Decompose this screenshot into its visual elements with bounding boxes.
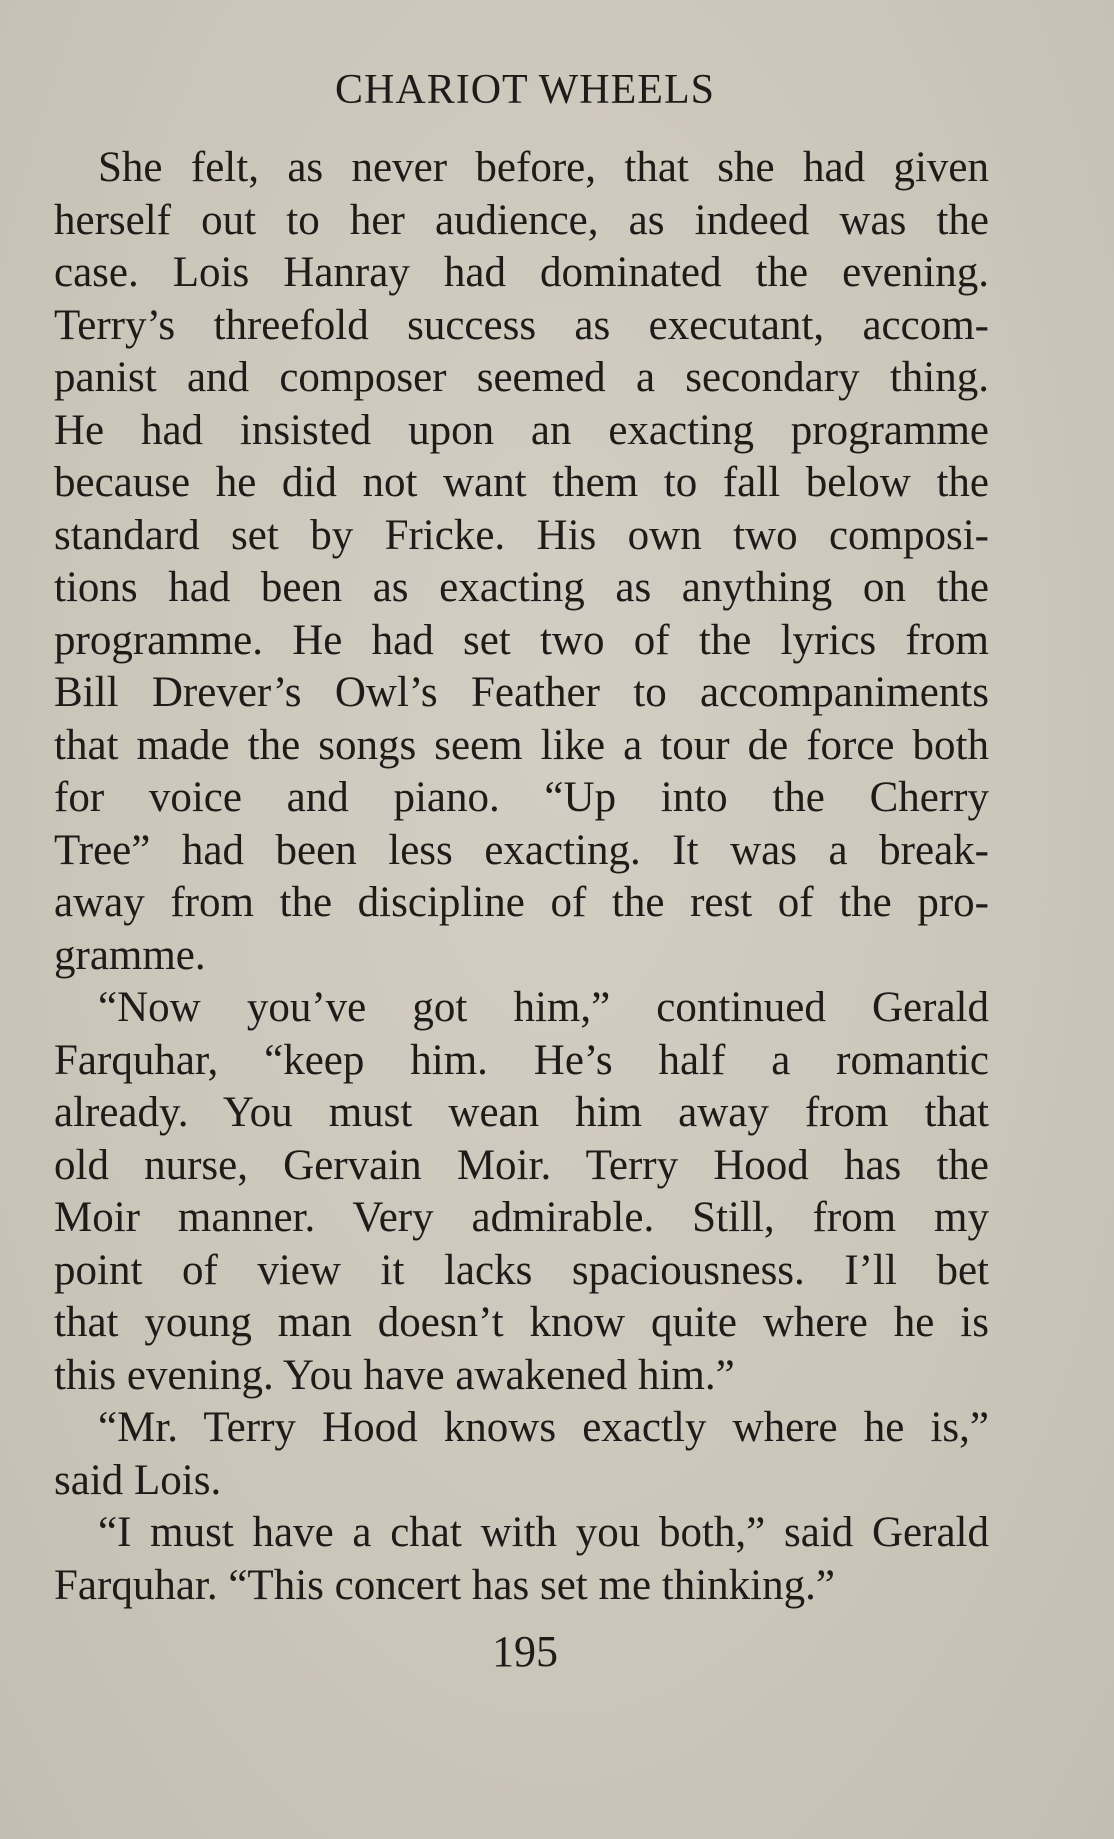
paragraph bbox=[54, 1507, 989, 1612]
text-line: herself out to her audience, as indeed was the bbox=[54, 196, 989, 244]
text-line: programme. He had set two of the lyrics from bbox=[54, 616, 989, 664]
text-line: that made the songs seem like a tour de force both bbox=[54, 721, 989, 769]
text-line: “Now you’ve got him,” continued Gerald bbox=[98, 984, 989, 1031]
text-line: Tree” had been less exacting. It was a break- bbox=[54, 826, 989, 874]
text-line: Farquhar. “This concert has set me thinking.” bbox=[54, 1561, 835, 1609]
text-line: She felt, as never before, that she had given bbox=[98, 144, 989, 191]
text-line: He had insisted upon an exacting programme bbox=[54, 406, 989, 454]
text-line: that young man doesn’t know quite where he is bbox=[54, 1299, 989, 1346]
text-line: case. Lois Hanray had dominated the evening. bbox=[54, 249, 989, 296]
text-line: tions had been as exacting as anything on the bbox=[54, 564, 989, 611]
text-line: away from the discipline of the rest of the pro- bbox=[54, 879, 989, 926]
paragraph bbox=[54, 142, 989, 982]
running-head: CHARIOT WHEELS bbox=[335, 67, 715, 113]
text-line: Terry’s threefold success as executant, accom- bbox=[54, 301, 989, 349]
text-line: gramme. bbox=[54, 931, 206, 979]
text-line: Farquhar, “keep him. He’s half a romantic bbox=[54, 1036, 989, 1084]
text-line: said Lois. bbox=[54, 1456, 222, 1504]
text-line: already. You must wean him away from that bbox=[54, 1089, 989, 1136]
text-line: panist and composer seemed a secondary thing. bbox=[54, 354, 989, 401]
text-line: standard set by Fricke. His own two composi- bbox=[54, 511, 989, 559]
text-line: Bill Drever’s Owl’s Feather to accompaniments bbox=[54, 669, 989, 716]
text-line: old nurse, Gervain Moir. Terry Hood has the bbox=[54, 1141, 989, 1189]
text-line: for voice and piano. “Up into the Cherry bbox=[54, 774, 989, 821]
text-line: because he did not want them to fall below the bbox=[54, 459, 989, 506]
paragraph bbox=[54, 982, 989, 1402]
text-line: “I must have a chat with you both,” said Gerald bbox=[98, 1509, 989, 1556]
text-line: point of view it lacks spaciousness. I’ll bet bbox=[54, 1246, 989, 1294]
text-line: this evening. You have awakened him.” bbox=[54, 1351, 735, 1399]
body-text bbox=[54, 142, 989, 1612]
page-number: 195 bbox=[492, 1627, 558, 1676]
paragraph bbox=[54, 1402, 989, 1507]
text-line: Moir manner. Very admirable. Still, from my bbox=[54, 1194, 989, 1241]
text-line: “Mr. Terry Hood knows exactly where he is,” bbox=[98, 1404, 989, 1451]
